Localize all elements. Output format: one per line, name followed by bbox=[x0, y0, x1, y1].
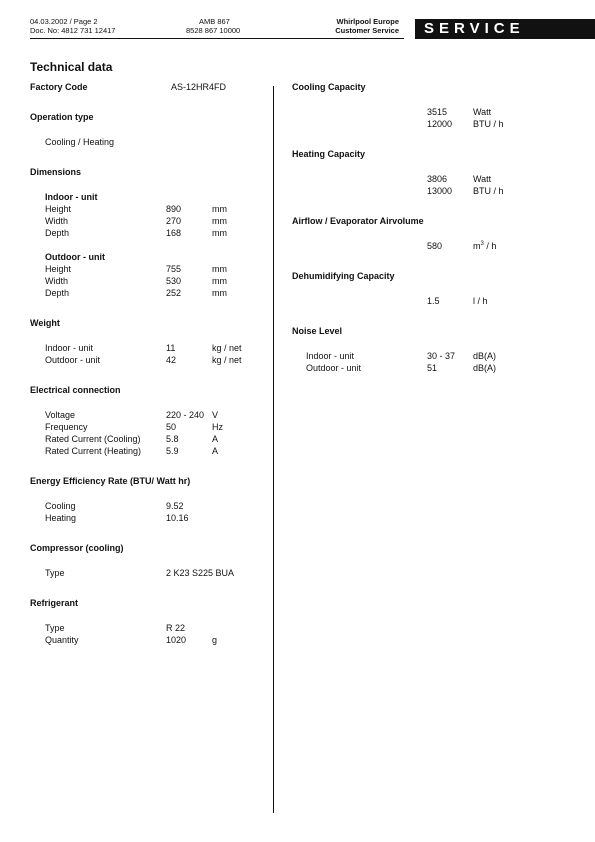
indoor-depth-unit: mm bbox=[212, 228, 227, 238]
rated-current-cooling-unit: A bbox=[212, 434, 219, 444]
header-model: AMB 867 bbox=[199, 17, 230, 26]
rated-current-heating-unit: A bbox=[212, 446, 219, 456]
outdoor-width-unit: mm bbox=[212, 276, 227, 286]
weight-indoor-value: 11 bbox=[166, 343, 176, 353]
heating-watt-unit: Watt bbox=[473, 174, 492, 184]
airflow-unit-tail: / h bbox=[483, 241, 497, 251]
noise-indoor-value: 30 - 37 bbox=[427, 351, 456, 361]
heating-btu-unit: BTU / h bbox=[473, 186, 504, 196]
indoor-width-label: Width bbox=[45, 216, 69, 226]
airflow-unit-exponent: 3 bbox=[480, 241, 484, 247]
noise-indoor-unit: dB(A) bbox=[473, 351, 497, 361]
noise-outdoor-unit: dB(A) bbox=[473, 363, 497, 373]
rated-current-cooling-value: 5.8 bbox=[166, 434, 179, 444]
heating-btu-value: 13000 bbox=[427, 186, 453, 196]
refrigerant-type-label: Type bbox=[45, 623, 65, 633]
rated-current-cooling-label: Rated Current (Cooling) bbox=[45, 434, 141, 444]
page-title: Technical data bbox=[30, 60, 113, 74]
frequency-value: 50 bbox=[166, 422, 177, 432]
indoor-height-label: Height bbox=[45, 204, 72, 214]
eer-heating-value: 10.16 bbox=[166, 513, 189, 523]
frequency-unit: Hz bbox=[212, 422, 223, 432]
cooling-watt-unit: Watt bbox=[473, 107, 492, 117]
refrigerant-type-value: R 22 bbox=[166, 623, 186, 633]
heating-capacity-title: Heating Capacity bbox=[292, 149, 366, 159]
outdoor-unit-title: Outdoor - unit bbox=[45, 252, 105, 262]
dehumid-unit: l / h bbox=[473, 296, 488, 306]
airflow-unit bbox=[473, 241, 496, 251]
compressor-title: Compressor (cooling) bbox=[30, 543, 124, 553]
indoor-depth-label: Depth bbox=[45, 228, 70, 238]
indoor-depth-value: 168 bbox=[166, 228, 182, 238]
compressor-type-value: 2 K23 S225 BUA bbox=[166, 568, 235, 578]
compressor-type-label: Type bbox=[45, 568, 65, 578]
heating-watt-value: 3806 bbox=[427, 174, 448, 184]
noise-indoor-label: Indoor - unit bbox=[306, 351, 355, 361]
indoor-width-unit: mm bbox=[212, 216, 227, 226]
refrigerant-quantity-unit: g bbox=[212, 635, 218, 645]
header-model-code: 8528 867 10000 bbox=[186, 26, 241, 35]
indoor-unit-title: Indoor - unit bbox=[45, 192, 98, 202]
eer-cooling-label: Cooling bbox=[45, 501, 76, 511]
outdoor-depth-value: 252 bbox=[166, 288, 182, 298]
eer-title: Energy Efficiency Rate (BTU/ Watt hr) bbox=[30, 476, 191, 486]
service-badge: SERVICE bbox=[415, 19, 595, 39]
dehumid-title: Dehumidifying Capacity bbox=[292, 271, 395, 281]
outdoor-height-label: Height bbox=[45, 264, 72, 274]
cooling-watt-value: 3515 bbox=[427, 107, 448, 117]
weight-outdoor-unit: kg / net bbox=[212, 355, 242, 365]
voltage-label: Voltage bbox=[45, 410, 76, 420]
header-company: Whirlpool Europe bbox=[336, 17, 399, 26]
indoor-height-value: 890 bbox=[166, 204, 182, 214]
refrigerant-quantity-label: Quantity bbox=[45, 635, 79, 645]
factory-code-label: Factory Code bbox=[30, 82, 88, 92]
eer-heating-label: Heating bbox=[45, 513, 77, 523]
noise-title: Noise Level bbox=[292, 326, 343, 336]
cooling-btu-unit: BTU / h bbox=[473, 119, 504, 129]
weight-outdoor-label: Outdoor - unit bbox=[45, 355, 101, 365]
noise-outdoor-label: Outdoor - unit bbox=[306, 363, 362, 373]
header-divider bbox=[30, 38, 404, 39]
indoor-width-value: 270 bbox=[166, 216, 182, 226]
header-date-page: 04.03.2002 / Page 2 bbox=[30, 17, 98, 26]
outdoor-height-value: 755 bbox=[166, 264, 182, 274]
electrical-title: Electrical connection bbox=[30, 385, 121, 395]
operation-type-value: Cooling / Heating bbox=[45, 137, 115, 147]
cooling-capacity-title: Cooling Capacity bbox=[292, 82, 366, 92]
noise-outdoor-value: 51 bbox=[427, 363, 438, 373]
outdoor-width-value: 530 bbox=[166, 276, 182, 286]
eer-cooling-value: 9.52 bbox=[166, 501, 184, 511]
header-doc-no: Doc. No: 4812 731 12417 bbox=[30, 26, 116, 35]
airflow-value: 580 bbox=[427, 241, 443, 251]
refrigerant-title: Refrigerant bbox=[30, 598, 79, 608]
weight-indoor-label: Indoor - unit bbox=[45, 343, 94, 353]
outdoor-width-label: Width bbox=[45, 276, 69, 286]
weight-outdoor-value: 42 bbox=[166, 355, 177, 365]
airflow-title: Airflow / Evaporator Airvolume bbox=[292, 216, 424, 226]
outdoor-height-unit: mm bbox=[212, 264, 227, 274]
rated-current-heating-value: 5.9 bbox=[166, 446, 179, 456]
indoor-height-unit: mm bbox=[212, 204, 227, 214]
outdoor-depth-unit: mm bbox=[212, 288, 227, 298]
weight-title: Weight bbox=[30, 318, 60, 328]
header-dept: Customer Service bbox=[335, 26, 399, 35]
rated-current-heating-label: Rated Current (Heating) bbox=[45, 446, 142, 456]
voltage-unit: V bbox=[212, 410, 219, 420]
factory-code-value: AS-12HR4FD bbox=[171, 82, 227, 92]
cooling-btu-value: 12000 bbox=[427, 119, 453, 129]
airflow-unit-base: m bbox=[473, 241, 481, 251]
operation-type-title: Operation type bbox=[30, 112, 94, 122]
voltage-value: 220 - 240 bbox=[166, 410, 205, 420]
outdoor-depth-label: Depth bbox=[45, 288, 70, 298]
column-divider bbox=[273, 86, 274, 813]
dehumid-value: 1.5 bbox=[427, 296, 440, 306]
refrigerant-quantity-value: 1020 bbox=[166, 635, 187, 645]
dimensions-title: Dimensions bbox=[30, 167, 82, 177]
weight-indoor-unit: kg / net bbox=[212, 343, 242, 353]
frequency-label: Frequency bbox=[45, 422, 88, 432]
